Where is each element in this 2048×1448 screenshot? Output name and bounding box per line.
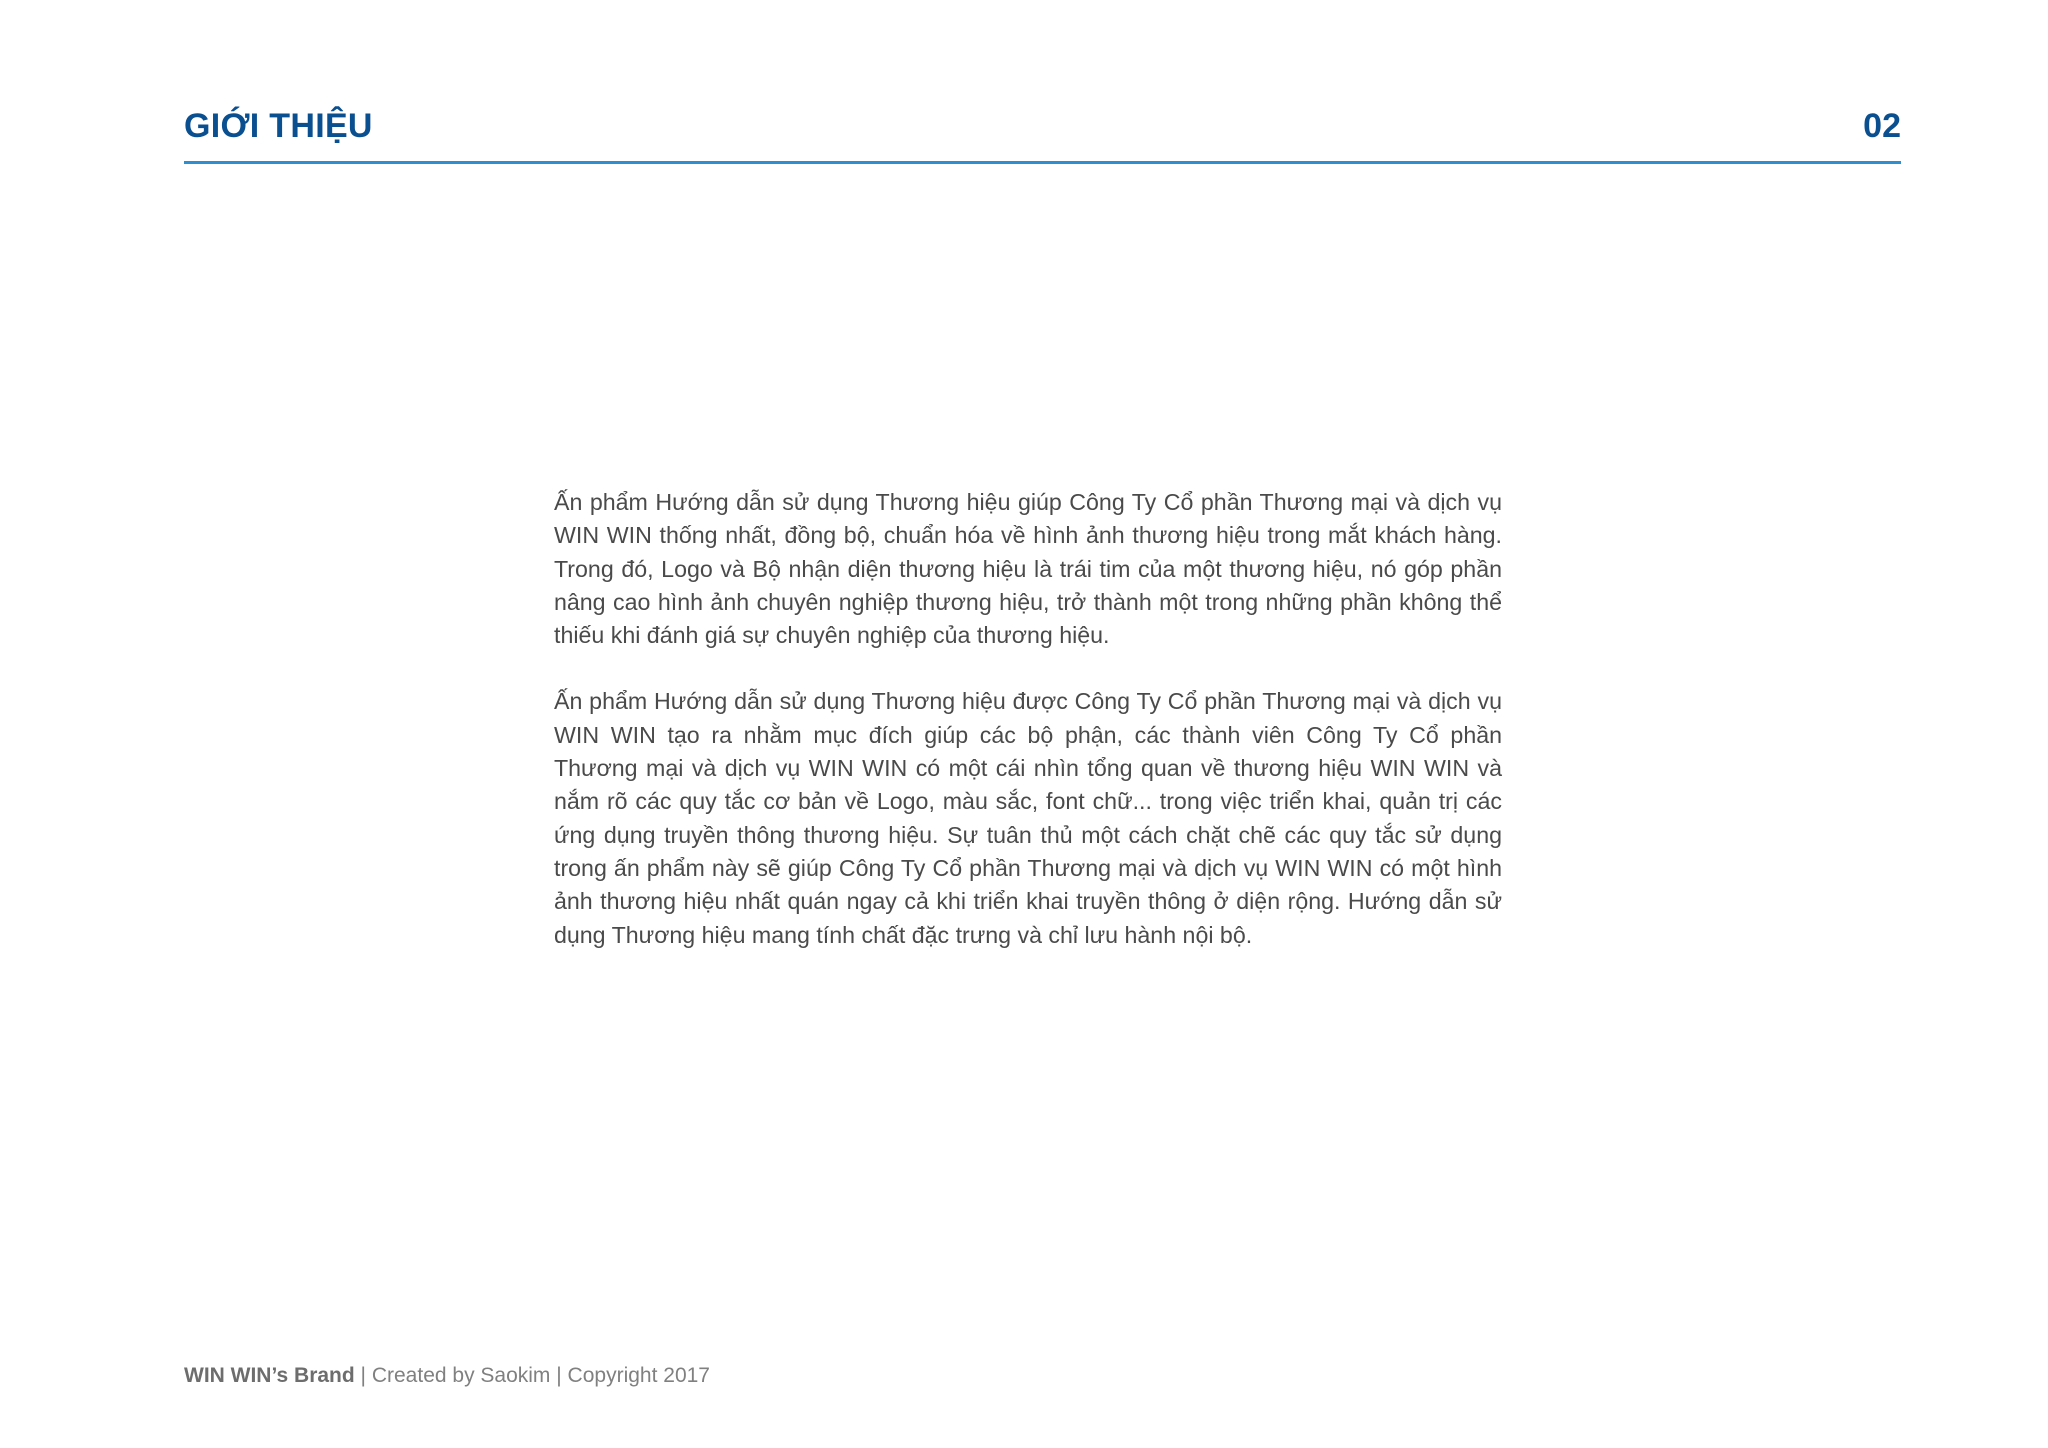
footer-credits: | Created by Saokim | Copyright 2017 bbox=[354, 1364, 710, 1387]
intro-paragraph-1: Ấn phẩm Hướng dẫn sử dụng Thương hiệu giúp Công Ty Cổ phần Thương mại và dịch vụ WIN WIN thống nhất, đồng bộ, chuẩn hóa về hình ảnh thương hiệu trong mắt khách hàng. Trong đó, Logo và Bộ nhận diện thương hiệu là trái tim của một thương hiệu, nó góp phần nâng cao hình ảnh chuyên nghiệp thương hiệu, trở thành một trong những phần không thể thiếu khi đánh giá sự chuyên nghiệp của thương hiệu. bbox=[554, 489, 1502, 649]
page-number: 02 bbox=[1863, 107, 1901, 145]
page-title: GIỚI THIỆU bbox=[184, 107, 373, 145]
footer-brand: WIN WIN’s Brand bbox=[184, 1364, 355, 1387]
page-footer bbox=[184, 1362, 710, 1390]
header-divider bbox=[184, 161, 1901, 164]
page-header bbox=[184, 104, 1901, 164]
intro-paragraph-2: Ấn phẩm Hướng dẫn sử dụng Thương hiệu được Công Ty Cổ phần Thương mại và dịch vụ WIN WIN tạo ra nhằm mục đích giúp các bộ phận, các thành viên Công Ty Cổ phần Thương mại và dịch vụ WIN WIN có một cái nhìn tổng quan về thương hiệu WIN WIN và nắm rõ các quy tắc cơ bản về Logo, màu sắc, font chữ... trong việc triển khai, quản trị các ứng dụng truyền thông thương hiệu. Sự tuân thủ một cách chặt chẽ các quy tắc sử dụng trong ấn phẩm này sẽ giúp Công Ty Cổ phần Thương mại và dịch vụ WIN WIN có một hình ảnh thương hiệu nhất quán ngay cả khi triển khai truyền thông ở diện rộng. Hướng dẫn sử dụng Thương hiệu mang tính chất đặc trưng và chỉ lưu hành nội bộ. bbox=[554, 688, 1502, 948]
intro-text-block bbox=[554, 486, 1502, 985]
